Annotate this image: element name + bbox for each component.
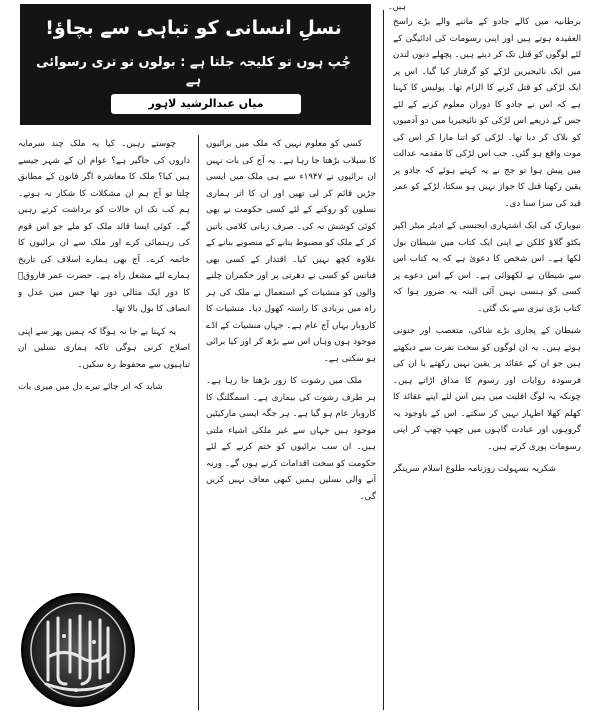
column-divider-left [198,135,199,710]
middle-column [206,136,376,710]
middle-column-paragraph: کسی کو معلوم نہیں کہ ملک میں برائیوں کا سیلاب بڑھتا جا رہا ہے۔ یہ آج کی بات نہیں ان برائیوں نے ۱۹۴۷ء سے ہی ملک میں ایسی جڑیں قائم کر لی تھیں اور ان کا اثر ہماری نسلوں کو روکنے کے لئے کسی حکومت نے بھی کوئی کوشش نہ کی۔ صرف زبانی کلامی باتیں کر کے ملک کو مضبوط بنانے کے منصوبے بنانے کے علاوہ کچھ نہیں کیا۔ اقتدار کے کسی بھی فنانس کو کسی نے دھرتی پر اور حکمران چلنے والوں کو منشیات کے استعمال نے ملک کی ہر راہ میں بربادی کا راستہ کھول دیا۔ منشیات کا کاروبار یہاں آج عام ہے۔ جہاں منشیات کے اڈے موجود ہوں وہاں اس سے بڑھ کر اور کیا برائی ہو سکتی ہے۔ [206,139,376,364]
article-headline: نسلِ انسانی کو تباہی سے بچاؤ! [45,17,342,39]
right-column [393,14,581,710]
article-subheadline: چُپ ہوں تو کلیجہ جلتا ہے : بولوں تو تری رسوائی ہے [36,55,351,88]
right-column-paragraph: شیطان کے پجاری بڑے شاکی، متعصب اور جنونی ہوتے ہیں۔ یہ ان لوگوں کو سخت نفرت سے دیکھتے ہیں جو ان کے عقائد پر یقین نہیں رکھتے یا ان کی فرسودہ روایات اور رسوم کا مذاق اڑاتے ہیں۔ چونکہ یہ لوگ اقلیت میں ہیں اس لئے اپنے عقائد کا کھلم کھلا اظہار نہیں کر سکتے۔ اس کے باوجود یہ گروہوں اور عبادت گاہوں میں چھپ چھپ کر اپنی رسومات پوری کرتے ہیں۔ [393,326,581,452]
calligraphy-medallion-icon [20,592,136,708]
left-column-paragraph: یہ کہنا بے جا نہ ہوگا کہ ہمیں پھر سے اپنی اصلاح کرنی ہوگی تاکہ ہماری نسلیں ان تباہیوں سے محفوظ رہ سکیں۔ [18,326,190,370]
source-credit: شکریہ بسہولت روزنامہ طلوع اسلام سرینگر [393,464,556,474]
calligraphy-emblem-image [20,592,136,708]
middle-column-paragraph: ملک میں رشوت کا زور بڑھتا جا رہا ہے۔ ہر طرف رشوت کی بیماری ہے۔ اسمگلنگ کا کاروبار عام ہو گیا ہے۔ ہر جگہ ایسی مارکیٹیں موجود ہیں جہاں سے غیر ملکی اشیاء ملتی ہیں۔ ان سب برائیوں کو ختم کرنے کے لئے حکومت کو سخت اقدامات کرنے ہوں گے۔ ورنہ آنے والی نسلیں ہمیں کبھی معاف نہیں کریں گی۔ [206,376,376,502]
left-column [18,136,190,586]
right-column-paragraph: نیویارک کی ایک اشتہاری ایجنسی کے ادیٹر میٹر اکیز یکٹو گلاؤ کلکن نے اپنی ایک کتاب میں شیطان بول لکھا ہے۔ اس شخص کا دعویٰ ہے کہ یہ کتاب اس سے شیطان نے لکھوائی ہے۔ اس کے اس دعوے پر کسی کو ہنسی نہیں آئی البتہ یہ ضرور ہوا کہ کتاب بڑی تیزی سے بک گئی۔ [393,221,581,314]
author-byline: میاں عبدالرشید لاہور [111,94,301,114]
page-continuation-mark: ہیں۔ [388,2,406,11]
left-column-paragraph: چوستے رہیں۔ کیا یہ ملک چند سرمایہ داروں کی جاگیر ہے؟ عوام ان کے شہر جیسے ہیں کیا؟ ملک کا معاشرہ اگر قانون کے مطابق چلتا تو آج ہم ان مشکلات کا شکار نہ ہوتے۔ ہم کب تک ان حالات کو برداشت کرتے رہیں گے۔ کوئی ایسا قائد ملک کو ملے جو اس قوم کی رہنمائی کرے اور ملک سے ان برائیوں کا خاتمہ کرے۔ آج بھی ہمارے اسلاف کی تاریخ ہمارے لئے مشعل راہ ہے۔ حضرت عمر فاروقؓ کا دور ایک مثالی دور تھا جس میں عدل و انصاف کا بول بالا تھا۔ [18,139,190,314]
right-column-paragraph: برطانیہ میں کالے جادو کے ماننے والے بڑے راسخ العقیدہ ہوتے ہیں اور اپنی رسومات کی ادائیگی کے لئے لوگوں کو قتل تک کر دیتے ہیں۔ پچھلے دنوں لندن میں ایک نائیجیرین لڑکے کو گرفتار کیا گیا۔ اس پر ایک لڑکی کو قتل کرنے کا الزام تھا۔ پولیس کا کہنا ہے کہ اس نے جادو کا دوران معلوم کرنے کے لئے جس کے ذریعے اس لڑکی کو نائیجیریا میں دو آدمیوں کو بلاک کر دیا تھا۔ لڑکی کو اتنا مارا کر اس کی موت واقع ہو گئی۔ جب اس لڑکی کا مقدمہ عدالت میں پیش ہوا تو جج نے یہ کہتے ہوئے کہ جادو پر یقین رکھنا قتل کا جواز نہیں ہو سکتا، لڑکے کو عمر قید کی سزا سنا دی۔ [393,17,581,209]
column-divider-right [383,10,384,710]
article-headline-banner [20,4,371,125]
closing-verse: شاید کہ اتر جائے تیرے دل میں میری بات [18,382,163,392]
